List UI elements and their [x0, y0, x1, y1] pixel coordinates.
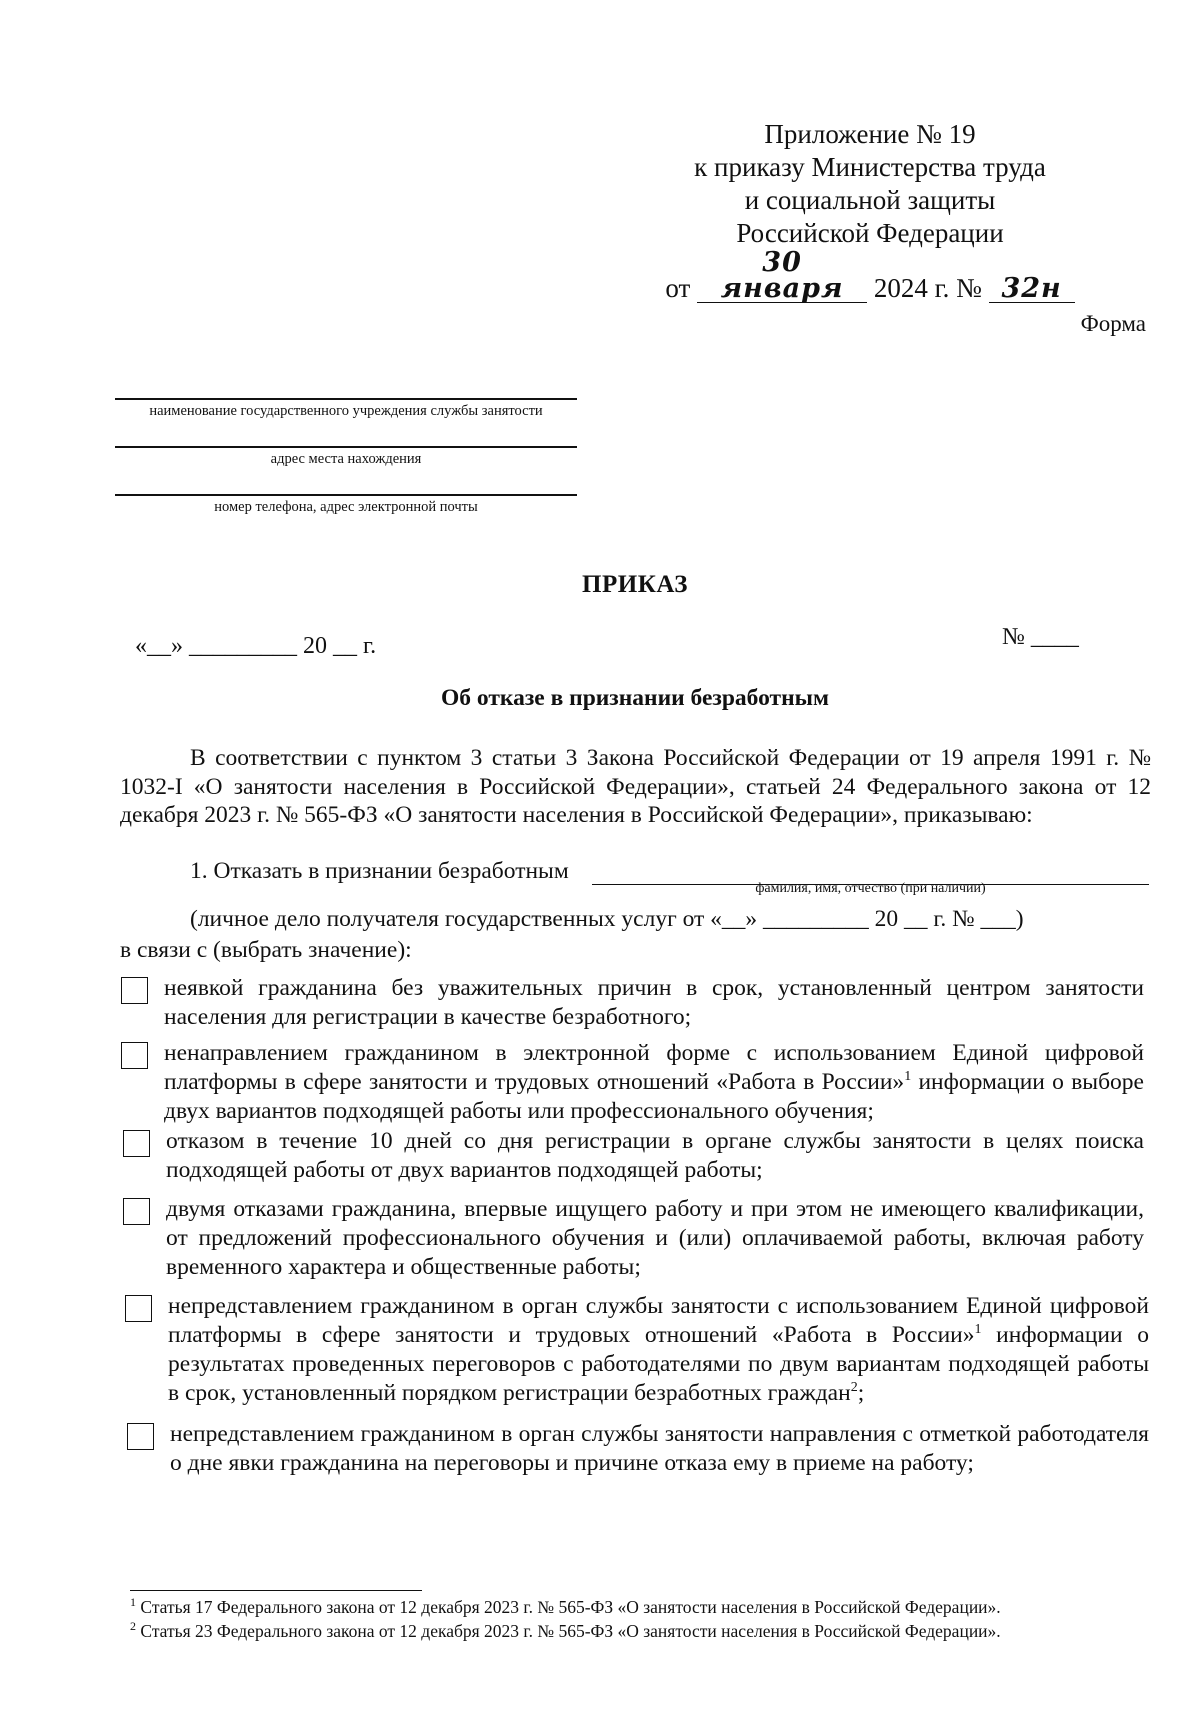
- option-text-part: информации о выборе двух вариантов подходящей работы или профессионального обучения;: [164, 1069, 1144, 1124]
- address-caption: адрес места нахождения: [270, 451, 422, 467]
- checkbox[interactable]: [127, 1423, 154, 1450]
- reason-option-text: отказом в течение 10 дней со дня регистрации в органе службы занятости в целях поиска подходящей работы от двух вариантов подходящей работы;: [166, 1128, 1144, 1183]
- reason-option[interactable]: [123, 1195, 1144, 1285]
- document-title: ПРИКАЗ: [582, 571, 688, 598]
- appendix-line: Российской Федерации: [736, 218, 1004, 248]
- option-text-part: информации о результатах проведенных переговоров с работодателями по двум вариантам подходящей работы в срок, установленный порядком регистрации безработных граждан: [168, 1322, 1149, 1406]
- checkbox[interactable]: [123, 1198, 150, 1225]
- checkbox[interactable]: [123, 1130, 150, 1157]
- preamble-paragraph: В соответствии с пунктом 3 статьи 3 Закона Российской Федерации от 19 апреля 1991 г. № 1032-I «О занятости населения в Российской Федерации», статьей 24 Федерального закона от 12 декабря 2023 г. № 565-ФЗ «О занятости населения в Российской Федерации», приказываю:: [120, 745, 1151, 828]
- order-subject: Об отказе в признании безработным: [441, 685, 829, 711]
- footnote: [130, 1596, 1001, 1618]
- form-label: Форма: [1080, 311, 1146, 336]
- checkbox[interactable]: [125, 1295, 152, 1322]
- contact-caption: номер телефона, адрес электронной почты: [214, 499, 478, 515]
- handwritten-number: 32н: [989, 276, 1075, 303]
- reason-option[interactable]: [121, 974, 1144, 1036]
- footnote-text: Статья 23 Федерального закона от 12 декабря 2023 г. № 565-ФЗ «О занятости населения в Российской Федерации».: [136, 1621, 1001, 1641]
- reason-option[interactable]: [123, 1127, 1144, 1189]
- reason-option[interactable]: [121, 1039, 1144, 1129]
- appendix-date-line: [640, 247, 1100, 305]
- reason-intro: в связи с (выбрать значение):: [120, 937, 412, 963]
- footnote-mark: 1: [130, 1595, 136, 1610]
- case-file-line[interactable]: (личное дело получателя государственных услуг от «__» _________ 20 __ г. № ___): [190, 906, 1024, 932]
- reason-option-text: двумя отказами гражданина, впервые ищущего работу и при этом не имеющего квалификации, от предложений профессионального обучения и (или) оплачиваемой работы, включая работу временного характера и общественные работы;: [166, 1196, 1144, 1280]
- checkbox[interactable]: [121, 977, 148, 1004]
- item1-text: 1. Отказать в признании безработным: [190, 858, 569, 884]
- order-number-field[interactable]: № ____: [1002, 624, 1079, 650]
- contact-field[interactable]: [115, 494, 577, 496]
- reason-option-text: непредставлением гражданином в орган службы занятости направления с отметкой работодателя о дне явки гражданина на переговоры и причине отказа ему в приеме на работу;: [170, 1421, 1149, 1476]
- reason-option[interactable]: [125, 1292, 1149, 1412]
- institution-name-field[interactable]: [115, 398, 577, 400]
- address-field[interactable]: [115, 446, 577, 448]
- reason-option-text: [164, 1039, 1144, 1126]
- checkbox[interactable]: [121, 1042, 148, 1069]
- institution-name-caption: наименование государственного учреждения службы занятости: [149, 403, 543, 419]
- footnote-ref: 2: [850, 1380, 858, 1396]
- fio-caption: фамилия, имя, отчество (при наличии): [755, 881, 986, 896]
- footnote-ref: 1: [974, 1322, 982, 1338]
- handwritten-date: 30 января: [697, 250, 867, 303]
- footnote: [130, 1620, 1001, 1642]
- reason-option-text: неявкой гражданина без уважительных причин в срок, установленный центром занятости населения для регистрации в качестве безработного;: [164, 975, 1144, 1030]
- option-text-part: ;: [857, 1380, 865, 1406]
- order-date-field[interactable]: «__» _________ 20 __ г.: [135, 633, 377, 659]
- option-text-part: ненаправлением гражданином в электронной форме с использованием Единой цифровой платформы в сфере занятости и трудовых отношений «Работа в России»: [164, 1040, 1144, 1095]
- footnote-ref: 1: [904, 1069, 912, 1085]
- footnote-text: Статья 17 Федерального закона от 12 декабря 2023 г. № 565-ФЗ «О занятости населения в Российской Федерации».: [136, 1597, 1001, 1617]
- option-text-part: непредставлением гражданином в орган службы занятости с использованием Единой цифровой платформы в сфере занятости и трудовых отношений «Работа в России»: [168, 1293, 1149, 1348]
- footnote-mark: 2: [130, 1619, 136, 1634]
- appendix-header: [640, 118, 1100, 305]
- appendix-line: к приказу Министерства труда: [694, 152, 1046, 182]
- date-prefix: от: [665, 273, 691, 303]
- footnote-separator: [130, 1590, 422, 1591]
- order-year: 2024 г. №: [873, 273, 982, 303]
- appendix-line: Приложение № 19: [764, 119, 976, 149]
- appendix-line: и социальной защиты: [744, 185, 996, 215]
- reason-option-text: [168, 1292, 1149, 1408]
- reason-option[interactable]: [127, 1420, 1149, 1482]
